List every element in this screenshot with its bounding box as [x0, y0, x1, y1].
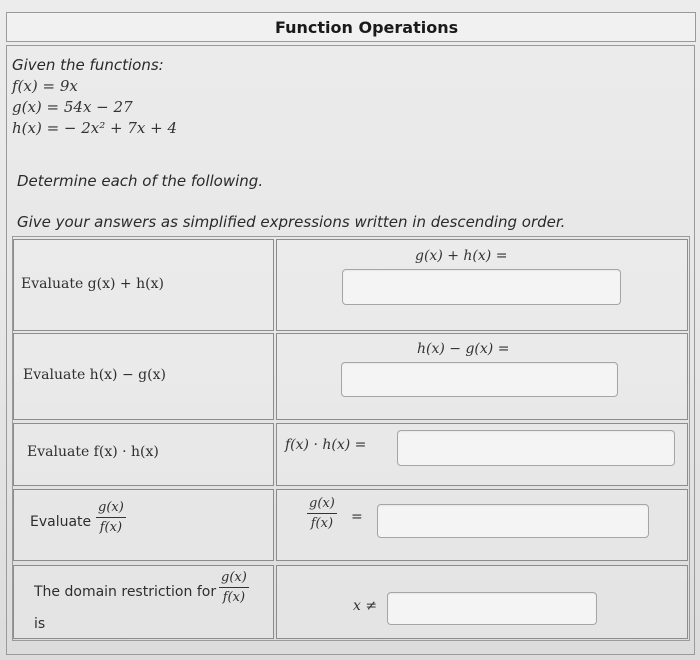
row1-equation: g(x) + h(x) = [415, 248, 508, 264]
row4-fraction-eq [307, 496, 337, 531]
page-title: Function Operations [275, 18, 459, 37]
row5-answer-cell [276, 565, 688, 639]
row3-answer-input[interactable] [397, 430, 675, 466]
given-intro: Given the functions: [12, 56, 164, 74]
row3-answer-cell [276, 423, 688, 486]
row4-frac-numerator: g(x) [96, 500, 126, 518]
row4-eq-denominator: f(x) [310, 516, 334, 531]
row4-eq-numerator: g(x) [307, 496, 337, 514]
instruction-determine: Determine each of the following. [17, 172, 264, 190]
row5-fraction [219, 570, 249, 605]
row2-answer-input[interactable] [341, 362, 618, 397]
row2-answer-cell [276, 333, 688, 420]
row4-label-prefix: Evaluate [30, 514, 92, 530]
row4-answer-cell [276, 489, 688, 561]
row2-label: Evaluate h(x) − g(x) [23, 367, 166, 383]
row3-label: Evaluate f(x) · h(x) [27, 444, 159, 460]
row4-frac-denominator: f(x) [99, 520, 123, 535]
row4-answer-input[interactable] [377, 504, 649, 538]
row5-answer-input[interactable] [387, 592, 597, 625]
row4-label-cell [13, 489, 274, 561]
row5-frac-numerator: g(x) [219, 570, 249, 588]
row2-label-cell [13, 333, 274, 420]
title-bar [6, 12, 696, 42]
row5-frac-denominator: f(x) [222, 590, 246, 605]
row4-fraction [96, 500, 126, 535]
row3-equation: f(x) · h(x) = [285, 437, 367, 453]
row1-answer-input[interactable] [342, 269, 621, 305]
row3-label-cell [13, 423, 274, 486]
row1-label: Evaluate g(x) + h(x) [21, 276, 164, 292]
row2-equation: h(x) − g(x) = [417, 341, 510, 357]
given-functions [12, 55, 177, 139]
row1-label-cell [13, 239, 274, 331]
row5-label-prefix: The domain restriction for [34, 584, 217, 600]
row5-label-suffix: is [34, 616, 46, 632]
row5-equation: x ≠ [353, 598, 378, 614]
function-g: g(x) = 54x − 27 [12, 98, 133, 116]
function-h: h(x) = − 2x² + 7x + 4 [12, 119, 178, 137]
row4-equals: = [351, 509, 363, 525]
row5-label-cell [13, 565, 274, 639]
instruction-format: Give your answers as simplified expressions written in descending order. [17, 213, 566, 231]
row1-answer-cell [276, 239, 688, 331]
function-f: f(x) = 9x [12, 77, 78, 95]
